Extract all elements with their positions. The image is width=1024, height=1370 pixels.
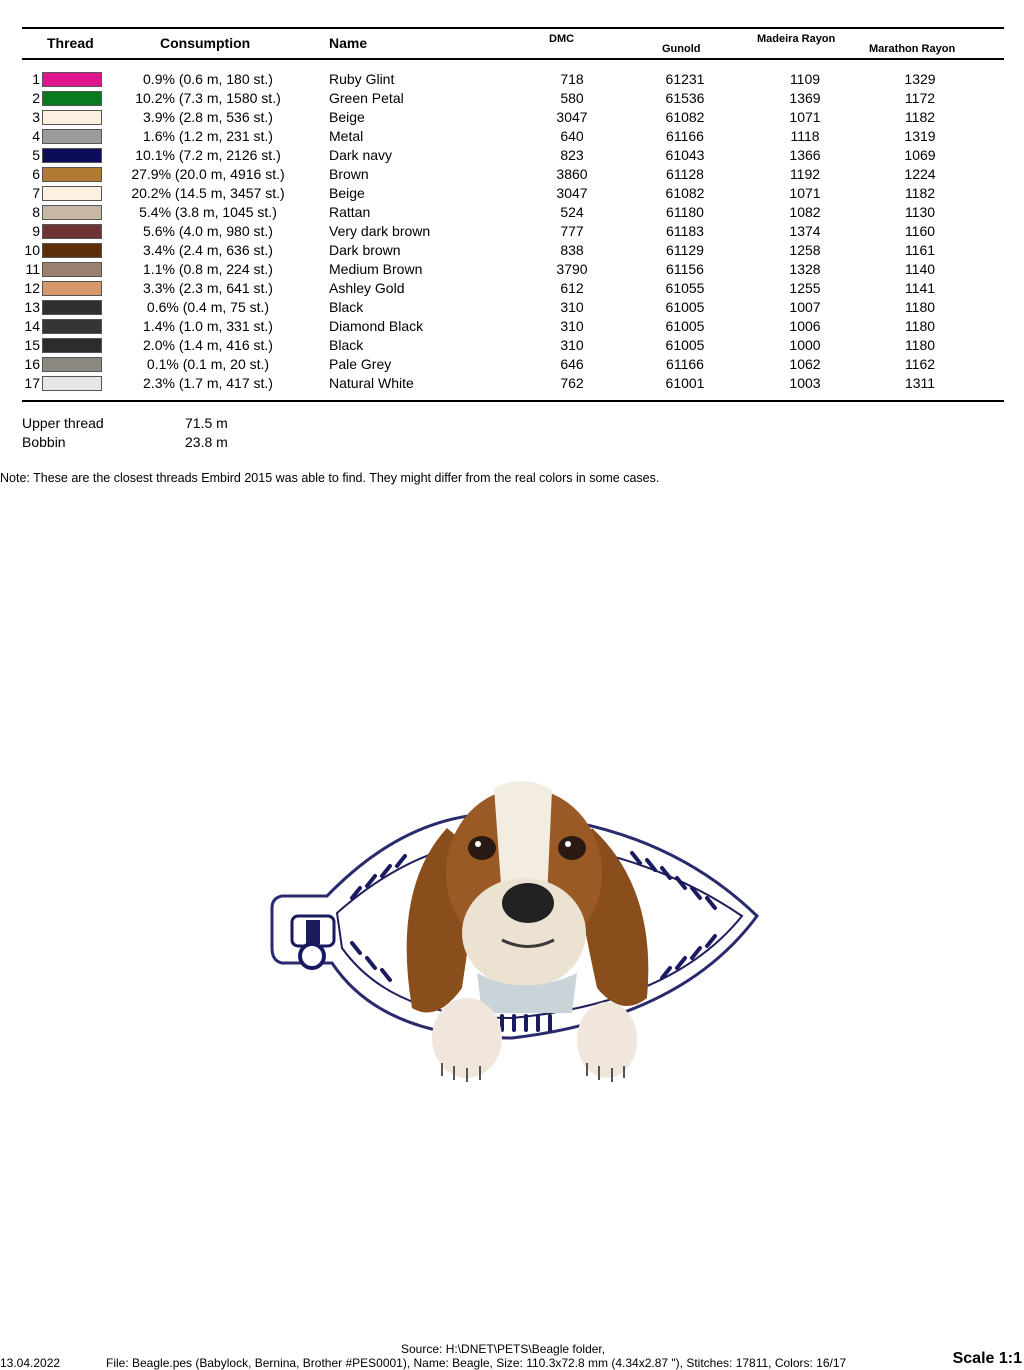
marathon-cell: 1162 [904,356,936,372]
thread-color-swatch [42,167,102,182]
gunold-cell: 61082 [665,109,705,125]
thread-number: 10 [24,242,40,258]
thread-number: 8 [32,204,40,220]
thread-color-swatch [42,357,102,372]
marathon-cell: 1069 [904,147,936,163]
marathon-cell: 1140 [904,261,936,277]
gunold-cell: 61082 [665,185,705,201]
thread-name-cell: Ruby Glint [329,71,395,87]
dmc-cell: 823 [560,147,584,163]
consumption-cell: 2.0% (1.4 m, 416 st.) [143,337,273,353]
table-row [0,222,1024,241]
bobbin-label: Bobbin [22,434,66,450]
table-row [0,108,1024,127]
marathon-cell: 1182 [904,185,936,201]
footer-file-info: File: Beagle.pes (Babylock, Bernina, Brother #PES0001), Name: Beagle, Size: 110.3x72.8 mm (4.34x2.87 "), Stitches: 17811, Colors: 16/17 [106,1356,847,1370]
madeira-cell: 1071 [789,185,821,201]
thread-color-swatch [42,91,102,106]
thread-number: 6 [32,166,40,182]
gunold-cell: 61231 [665,71,705,87]
thread-name-cell: Dark brown [329,242,401,258]
upper-thread-value: 71.5 m [185,415,228,431]
marathon-cell: 1180 [904,318,936,334]
thread-number: 3 [32,109,40,125]
dmc-cell: 3047 [556,109,588,125]
thread-color-swatch [42,300,102,315]
gunold-cell: 61005 [665,299,705,315]
madeira-cell: 1006 [789,318,821,334]
header-consumption: Consumption [160,35,251,51]
gunold-cell: 61183 [666,223,704,239]
header-dmc: DMC [549,33,575,45]
table-row [0,279,1024,298]
gunold-cell: 61005 [665,318,705,334]
dmc-cell: 718 [560,71,584,87]
table-row [0,89,1024,108]
madeira-cell: 1374 [789,223,821,239]
thread-color-swatch [42,110,102,125]
consumption-cell: 2.3% (1.7 m, 417 st.) [143,375,273,391]
gunold-cell: 61055 [665,280,705,296]
gunold-cell: 61129 [666,242,704,258]
consumption-cell: 10.2% (7.3 m, 1580 st.) [135,90,281,106]
thread-color-swatch [42,224,102,239]
table-row [0,241,1024,260]
header-thread: Thread [47,35,94,51]
thread-number: 16 [24,356,40,372]
dmc-cell: 310 [560,299,584,315]
table-row [0,165,1024,184]
thread-color-swatch [42,72,102,87]
dmc-cell: 640 [560,128,584,144]
thread-number: 4 [32,128,40,144]
consumption-cell: 0.9% (0.6 m, 180 st.) [143,71,273,87]
marathon-cell: 1180 [904,337,936,353]
marathon-cell: 1224 [904,166,936,182]
thread-number: 11 [25,261,40,277]
madeira-cell: 1000 [789,337,821,353]
dmc-cell: 777 [560,223,584,239]
consumption-cell: 1.6% (1.2 m, 231 st.) [143,128,273,144]
madeira-cell: 1109 [789,71,821,87]
madeira-cell: 1369 [789,90,821,106]
marathon-cell: 1161 [904,242,936,258]
thread-name-cell: Natural White [329,375,414,391]
thread-color-swatch [42,262,102,277]
thread-color-swatch [42,338,102,353]
thread-color-swatch [42,281,102,296]
dmc-cell: 762 [560,375,584,391]
gunold-cell: 61128 [666,166,704,182]
madeira-cell: 1007 [789,299,821,315]
thread-name-cell: Green Petal [329,90,404,106]
thread-number: 9 [32,223,40,239]
dmc-cell: 310 [560,337,584,353]
footer-scale: Scale 1:1 [952,1350,1022,1367]
thread-name-cell: Diamond Black [329,318,424,334]
consumption-cell: 5.6% (4.0 m, 980 st.) [143,223,273,239]
gunold-cell: 61001 [665,375,705,391]
table-row [0,336,1024,355]
thread-name-cell: Dark navy [329,147,393,163]
madeira-cell: 1118 [790,128,820,144]
gunold-cell: 61005 [665,337,705,353]
table-row [0,70,1024,89]
consumption-cell: 20.2% (14.5 m, 3457 st.) [131,185,285,201]
dmc-cell: 646 [560,356,584,372]
madeira-cell: 1071 [789,109,821,125]
thread-name-cell: Beige [329,109,365,125]
gunold-cell: 61536 [665,90,705,106]
thread-number: 12 [24,280,40,296]
marathon-cell: 1319 [904,128,936,144]
dmc-cell: 3790 [556,261,588,277]
madeira-cell: 1062 [789,356,821,372]
madeira-cell: 1328 [789,261,821,277]
consumption-cell: 3.4% (2.4 m, 636 st.) [143,242,273,258]
consumption-cell: 5.4% (3.8 m, 1045 st.) [139,204,277,220]
marathon-cell: 1182 [904,109,936,125]
consumption-cell: 0.6% (0.4 m, 75 st.) [146,299,270,315]
header-gunold: Gunold [662,43,701,55]
table-row [0,260,1024,279]
embroidery-preview-image [262,748,762,1088]
madeira-cell: 1366 [789,147,821,163]
thread-number: 7 [32,185,40,201]
header-madeira: Madeira Rayon [757,33,836,45]
marathon-cell: 1180 [904,299,936,315]
consumption-cell: 3.3% (2.3 m, 641 st.) [143,280,273,296]
thread-name-cell: Ashley Gold [329,280,405,296]
gunold-cell: 61166 [666,356,704,372]
gunold-cell: 61166 [666,128,704,144]
madeira-cell: 1003 [789,375,821,391]
marathon-cell: 1311 [904,375,936,391]
thread-number: 17 [24,375,40,391]
thread-color-swatch [42,129,102,144]
table-row [0,374,1024,393]
consumption-cell: 3.9% (2.8 m, 536 st.) [143,109,273,125]
thread-match-note: Note: These are the closest threads Embird 2015 was able to find. They might differ from the real colors in some cases. [0,471,660,485]
thread-name-cell: Black [329,299,364,315]
consumption-cell: 10.1% (7.2 m, 2126 st.) [135,147,281,163]
thread-color-swatch [42,376,102,391]
thread-name-cell: Brown [329,166,369,182]
gunold-cell: 61180 [666,204,704,220]
thread-number: 1 [32,71,40,87]
thread-name-cell: Metal [329,128,364,144]
thread-number: 15 [24,337,40,353]
thread-name-cell: Black [329,337,364,353]
thread-name-cell: Beige [329,185,365,201]
madeira-cell: 1255 [789,280,821,296]
thread-number: 2 [32,90,40,106]
footer-source: Source: H:\DNET\PETS\Beagle folder, [401,1342,606,1356]
table-row [0,298,1024,317]
marathon-cell: 1172 [904,90,936,106]
marathon-cell: 1130 [904,204,936,220]
thread-number: 14 [24,318,40,334]
table-row [0,317,1024,336]
dmc-cell: 580 [560,90,584,106]
dmc-cell: 3860 [556,166,588,182]
dmc-cell: 524 [560,204,584,220]
table-row [0,184,1024,203]
madeira-cell: 1192 [789,166,821,182]
dmc-cell: 3047 [556,185,588,201]
thread-name-cell: Rattan [329,204,371,220]
table-row [0,203,1024,222]
marathon-cell: 1160 [904,223,936,239]
thread-name-cell: Pale Grey [329,356,392,372]
thread-number: 13 [24,299,40,315]
gunold-cell: 61156 [666,261,704,277]
table-bottom-border [22,400,1004,402]
thread-name-cell: Very dark brown [329,223,431,239]
table-row [0,127,1024,146]
dmc-cell: 838 [560,242,584,258]
thread-color-swatch [42,186,102,201]
thread-name-cell: Medium Brown [329,261,423,277]
consumption-cell: 1.4% (1.0 m, 331 st.) [143,318,273,334]
thread-color-swatch [42,148,102,163]
marathon-cell: 1141 [904,280,936,296]
madeira-cell: 1258 [789,242,821,258]
table-top-border [22,27,1004,29]
footer-date: 13.04.2022 [0,1356,61,1370]
gunold-cell: 61043 [665,147,705,163]
madeira-cell: 1082 [789,204,821,220]
header-name: Name [329,35,368,51]
thread-color-swatch [42,243,102,258]
dmc-cell: 310 [560,318,584,334]
table-row [0,355,1024,374]
consumption-cell: 27.9% (20.0 m, 4916 st.) [131,166,285,182]
header-marathon: Marathon Rayon [869,43,956,55]
thread-color-swatch [42,205,102,220]
thread-color-swatch [42,319,102,334]
marathon-cell: 1329 [904,71,936,87]
thread-number: 5 [32,147,40,163]
consumption-cell: 1.1% (0.8 m, 224 st.) [143,261,273,277]
dmc-cell: 612 [560,280,584,296]
table-header-border [22,58,1004,60]
bobbin-value: 23.8 m [185,434,228,450]
upper-thread-label: Upper thread [22,415,104,431]
table-row [0,146,1024,165]
consumption-cell: 0.1% (0.1 m, 20 st.) [146,356,270,372]
